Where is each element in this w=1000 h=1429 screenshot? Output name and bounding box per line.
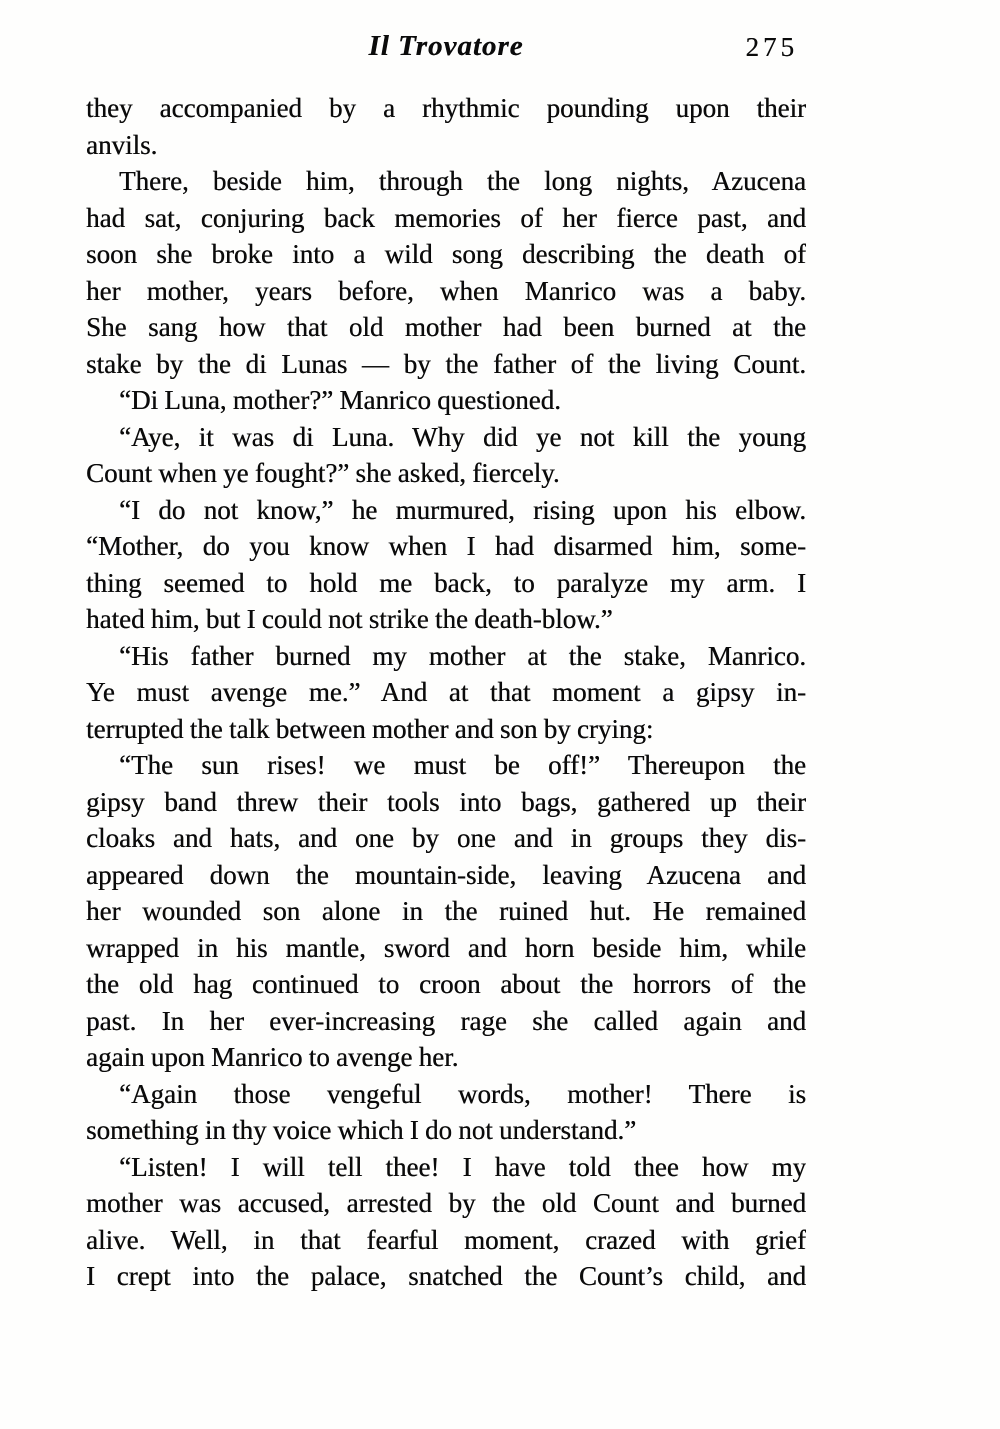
text-line: “Listen! I will tell thee! I have told thee how my: [119, 1151, 806, 1182]
text-line: “Di Luna, mother?” Manrico questioned.: [119, 385, 561, 415]
text-line: “Again those vengeful words, mother! There is: [119, 1078, 806, 1109]
text-line: “Aye, it was di Luna. Why did ye not kill the young: [119, 421, 806, 452]
text-line: wrapped in his mantle, sword and horn beside him, while: [86, 932, 806, 963]
text-line: again upon Manrico to avenge her.: [86, 1042, 459, 1072]
text-line: gipsy band threw their tools into bags, gathered up their: [86, 786, 806, 817]
text-line: thing seemed to hold me back, to paralyze my arm. I: [86, 567, 806, 598]
text-line: anvils.: [86, 129, 158, 160]
text-line: her mother, years before, when Manrico was a baby.: [86, 275, 806, 306]
page-title: Il Trovatore: [368, 30, 524, 62]
page-number: 275: [745, 32, 798, 62]
text-line: “The sun rises! we must be off!” Thereupon the: [119, 750, 806, 780]
text-line: had sat, conjuring back memories of her fierce past, and: [86, 202, 806, 233]
text-line: terrupted the talk between mother and son by crying:: [86, 713, 654, 744]
text-line: they accompanied by a rhythmic pounding upon their: [86, 93, 806, 123]
text-line: soon she broke into a wild song describing the death of: [86, 239, 806, 269]
text-line: “Mother, do you know when I had disarmed him, some-: [86, 531, 806, 561]
text-line: Count when ye fought?” she asked, fiercely.: [86, 458, 560, 488]
text-line: stake by the di Lunas — by the father of the living Count.: [86, 348, 806, 379]
text-line: There, beside him, through the long nights, Azucena: [119, 166, 806, 196]
text-line: cloaks and hats, and one by one and in groups they dis-: [86, 823, 806, 853]
running-header: [86, 30, 806, 68]
text-line: something in thy voice which I do not understand.”: [86, 1115, 637, 1145]
text-line: alive. Well, in that fearful moment, crazed with grief: [86, 1224, 806, 1255]
text-line: She sang how that old mother had been burned at the: [86, 312, 806, 342]
text-line: the old hag continued to croon about the horrors of the: [86, 969, 806, 999]
text-line: mother was accused, arrested by the old Count and burned: [86, 1188, 806, 1218]
text-line: her wounded son alone in the ruined hut. He remained: [86, 896, 806, 926]
text-line: “I do not know,” he murmured, rising upon his elbow.: [119, 494, 806, 525]
text-line: I crept into the palace, snatched the Count’s child, and: [86, 1261, 806, 1291]
text-line: appeared down the mountain-side, leaving Azucena and: [86, 859, 806, 890]
text-line: Ye must avenge me.” And at that moment a gipsy in-: [86, 677, 806, 707]
text-line: “His father burned my mother at the stake, Manrico.: [119, 640, 806, 671]
text-line: past. In her ever-increasing rage she called again and: [86, 1005, 806, 1036]
text-line: hated him, but I could not strike the death-blow.”: [86, 604, 613, 634]
page-body: [86, 90, 806, 1295]
